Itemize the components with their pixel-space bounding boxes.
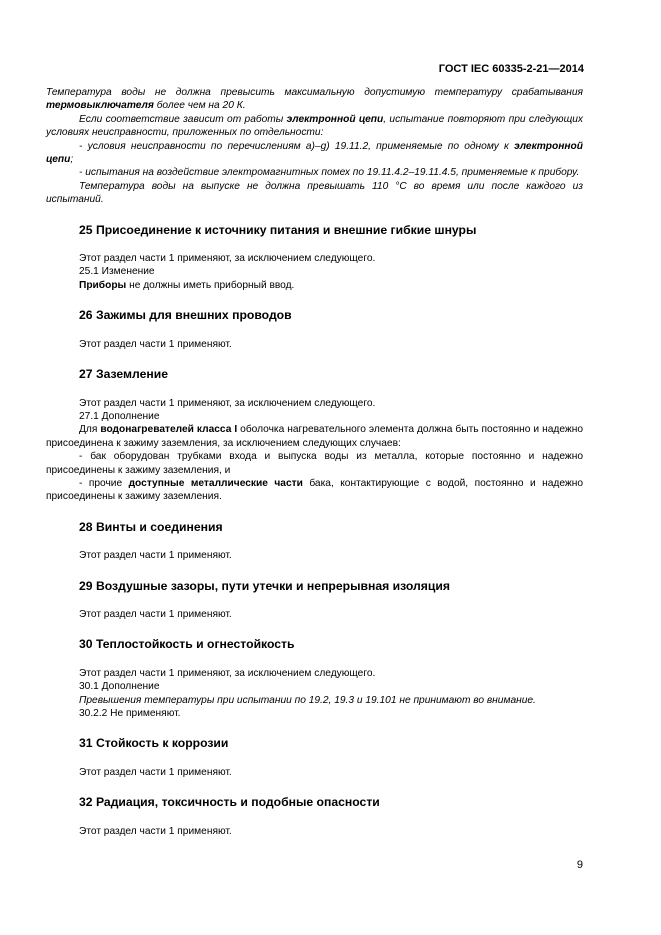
section-28-line-1: Этот раздел части 1 применяют. <box>79 550 232 562</box>
section-32-line-1: Этот раздел части 1 применяют. <box>79 825 232 837</box>
section-29-line-1: Этот раздел части 1 применяют. <box>79 608 232 620</box>
intro-paragraph-1: Температура воды не должна превысить максимальную допустимую температуру срабатывания термовыключателя более чем на 20 К. <box>46 87 583 112</box>
section-27-title: 27 Заземление <box>79 367 169 382</box>
section-25-title: 25 Присоединение к источнику питания и внешние гибкие шнуры <box>79 222 477 237</box>
section-31-title: 31 Стойкость к коррозии <box>79 736 229 751</box>
document-header: ГОСТ IEC 60335-2-21—2014 <box>438 63 584 75</box>
intro-paragraph-2: Если соответствие зависит от работы электронной цепи, испытание повторяют при следующих условиях неисправности, приложенных по отдельности: <box>46 113 584 139</box>
section-27-line-2: 27.1 Дополнение <box>79 410 160 422</box>
section-27-paragraph-1: Для водонагревателей класса I оболочка нагревательного элемента должна быть постоянно и надежно присоединена к зажиму заземления, за исключением следующих случаев: <box>46 424 583 449</box>
intro-list-item-1: - условия неисправности по перечислениям a)–g) 19.11.2, применяемые по одному к электронной цепи; <box>46 140 583 166</box>
intro-paragraph-3: Температура воды на выпуске не должна превышать 110 °С во время или после каждого из испытаний. <box>46 180 583 206</box>
section-30-title: 30 Теплостойкость и огнестойкость <box>79 637 295 652</box>
page-number: 9 <box>576 859 583 871</box>
section-26-line-1: Этот раздел части 1 применяют. <box>79 338 232 350</box>
section-27-list-item-1: - бак оборудован трубками входа и выпуска воды из металла, которые постоянно и надежно присоединены к зажиму заземления, и <box>46 451 583 476</box>
section-25-line-2: 25.1 Изменение <box>79 266 155 278</box>
section-31-line-1: Этот раздел части 1 применяют. <box>79 766 232 778</box>
section-30-line-4: 30.2.2 Не применяют. <box>79 708 181 719</box>
section-30-line-2: 30.1 Дополнение <box>79 681 160 693</box>
section-25-line-1: Этот раздел части 1 применяют, за исключением следующего. <box>79 253 376 265</box>
section-27-list-item-2: - прочие доступные металлические части бака, контактирующие с водой, постоянно и надежно присоединены к зажиму заземления. <box>46 477 583 503</box>
section-32-title: 32 Радиация, токсичность и подобные опасности <box>79 795 380 810</box>
page-body <box>46 86 583 838</box>
section-28-title: 28 Винты и соединения <box>79 519 223 534</box>
section-30-line-1: Этот раздел части 1 применяют, за исключением следующего. <box>79 667 376 679</box>
section-27-line-1: Этот раздел части 1 применяют, за исключением следующего. <box>79 397 376 409</box>
section-25-line-3: Приборы не должны иметь приборный ввод. <box>79 279 295 291</box>
section-29-title: 29 Воздушные зазоры, пути утечки и непрерывная изоляция <box>79 578 450 593</box>
intro-list-item-2: - испытания на воздействие электромагнитных помех по 19.11.4.2–19.11.4.5, применяемые к прибору. <box>79 167 580 179</box>
section-30-line-3: Превышения температуры при испытании по 19.2, 19.3 и 19.101 не принимают во внимание. <box>79 694 536 706</box>
section-26-title: 26 Зажимы для внешних проводов <box>79 308 292 323</box>
